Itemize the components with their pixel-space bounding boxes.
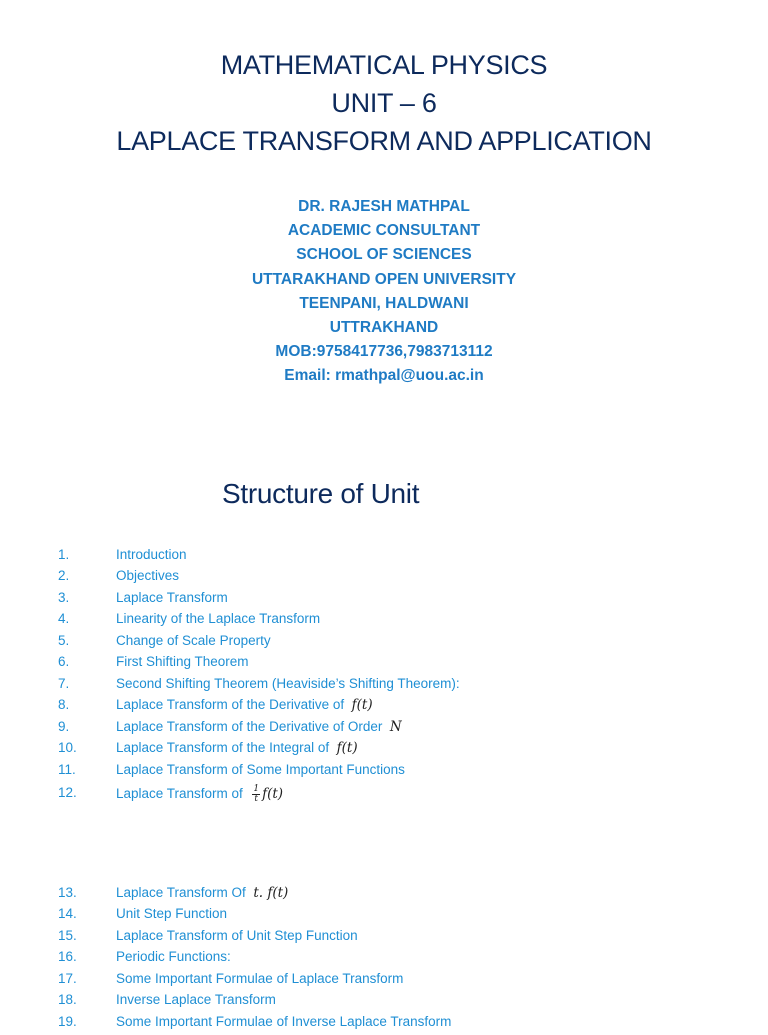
- toc-item-label: [116, 590, 228, 605]
- math-expression: N: [389, 719, 402, 735]
- toc-item-text: Second Shifting Theorem (Heaviside’s Shifting Theorem):: [116, 676, 460, 691]
- toc-item-label: [116, 611, 320, 626]
- toc-item-number: 3.: [58, 590, 70, 605]
- toc-item-text: Laplace Transform of the Integral of: [116, 740, 330, 755]
- toc-item-number: 4.: [58, 611, 70, 626]
- toc-item-text: Laplace Transform: [116, 590, 228, 605]
- author-mobile: MOB:9758417736,7983713112: [275, 343, 493, 361]
- toc-item-label: [116, 992, 276, 1007]
- toc-item: [0, 568, 768, 589]
- author-name: DR. RAJESH MATHPAL: [298, 198, 470, 215]
- author-email: Email: rmathpal@uou.ac.in: [284, 367, 484, 385]
- fraction-numerator: 1: [253, 784, 260, 794]
- toc-item: [0, 590, 768, 611]
- toc-item-label: [116, 762, 405, 777]
- toc-item-number: 16.: [58, 949, 77, 964]
- title-line-subject: MATHEMATICAL PHYSICS: [220, 50, 548, 80]
- toc-item-text: Laplace Transform Of: [116, 885, 246, 900]
- toc-item-text: Laplace Transform of Some Important Functions: [116, 762, 405, 777]
- toc-item: [0, 740, 768, 761]
- toc-item-text: Linearity of the Laplace Transform: [116, 611, 321, 626]
- toc-item-number: 2.: [58, 568, 70, 583]
- toc-item-text: Objectives: [116, 568, 180, 583]
- toc-item-text: First Shifting Theorem: [116, 654, 249, 669]
- toc-item-number: 17.: [58, 971, 77, 986]
- toc-item-number: 19.: [58, 1014, 77, 1029]
- math-expression: f(t): [336, 740, 358, 756]
- toc-item-text: Some Important Formulae of Inverse Laplace Transform: [116, 1014, 452, 1029]
- toc-item-text: Laplace Transform of Unit Step Function: [116, 928, 358, 943]
- toc-item-label: [116, 719, 402, 735]
- toc-item-number: 18.: [58, 992, 77, 1007]
- toc-item-label: [116, 654, 249, 669]
- toc-item-text: Change of Scale Property: [116, 633, 271, 648]
- toc-item-number: 12.: [58, 785, 77, 800]
- toc-item: [0, 971, 768, 992]
- toc-item-label: [116, 971, 403, 986]
- toc-item-text: Laplace Transform of the Derivative of: [116, 697, 345, 712]
- toc-item: [0, 762, 768, 783]
- toc-item: [0, 719, 768, 740]
- toc-item: [0, 949, 768, 970]
- toc-item: [0, 697, 768, 718]
- author-info: [0, 195, 768, 389]
- toc-item: [0, 992, 768, 1013]
- toc-item-text: Some Important Formulae of Laplace Transform: [116, 971, 404, 986]
- toc-item-number: 14.: [58, 906, 77, 921]
- author-university: UTTARAKHAND OPEN UNIVERSITY: [251, 270, 517, 288]
- toc-item-number: 1.: [58, 547, 70, 562]
- toc-item-label: [116, 740, 358, 756]
- toc-item-label: [116, 906, 227, 921]
- toc-item-label: [116, 697, 373, 713]
- toc-item-label: [116, 633, 271, 648]
- toc-item-number: 9.: [58, 719, 70, 734]
- fraction: [252, 785, 260, 804]
- toc-item-label: [116, 1014, 451, 1029]
- toc-item: [0, 928, 768, 949]
- toc-item: [0, 676, 768, 697]
- fraction-denominator: t: [254, 794, 259, 804]
- toc-item-number: 7.: [58, 676, 70, 691]
- title-line-unit: UNIT – 6: [331, 88, 437, 118]
- document-title: [0, 46, 768, 160]
- toc-item-number: 15.: [58, 928, 77, 943]
- author-state: UTTRAKHAND: [329, 319, 439, 337]
- toc-item-text: Laplace Transform of the Derivative of Order: [116, 719, 383, 734]
- toc-item: [0, 1014, 768, 1035]
- toc-item-number: 13.: [58, 885, 77, 900]
- toc-item-number: 11.: [58, 762, 76, 777]
- toc-item: [0, 885, 768, 906]
- math-expression: t. f(t): [253, 885, 289, 901]
- toc-item: [0, 633, 768, 654]
- toc-item-label: [116, 928, 358, 943]
- toc-item-text: Laplace Transform of: [116, 786, 243, 802]
- toc-item-label: [116, 676, 460, 691]
- toc-item-number: 10.: [58, 740, 77, 755]
- toc-item: [0, 547, 768, 568]
- toc-item: [0, 906, 768, 927]
- toc-item: [0, 654, 768, 675]
- author-role: ACADEMIC CONSULTANT: [287, 222, 481, 240]
- title-line-topic: LAPLACE TRANSFORM AND APPLICATION: [116, 126, 652, 156]
- toc-item: [0, 611, 768, 632]
- author-school: SCHOOL OF SCIENCES: [296, 246, 472, 264]
- toc-item-number: 8.: [58, 697, 70, 712]
- toc-item: [0, 785, 768, 806]
- structure-heading: Structure of Unit: [222, 478, 420, 509]
- toc-item-label: [116, 547, 187, 562]
- toc-item-text: Periodic Functions:: [116, 949, 231, 964]
- toc-item-label: [116, 885, 288, 901]
- toc-item-label: [116, 785, 283, 804]
- math-expression: f(t): [351, 697, 373, 713]
- toc-item-text: Unit Step Function: [116, 906, 228, 921]
- toc-item-text: Introduction: [116, 547, 187, 562]
- toc-item-label: [116, 568, 179, 583]
- math-expression: f(t): [262, 786, 284, 803]
- toc-item-label: [116, 949, 231, 964]
- author-place: TEENPANI, HALDWANI: [299, 294, 469, 312]
- toc-item-text: Inverse Laplace Transform: [116, 992, 276, 1007]
- toc-item-number: 6.: [58, 654, 70, 669]
- toc-item-number: 5.: [58, 633, 70, 648]
